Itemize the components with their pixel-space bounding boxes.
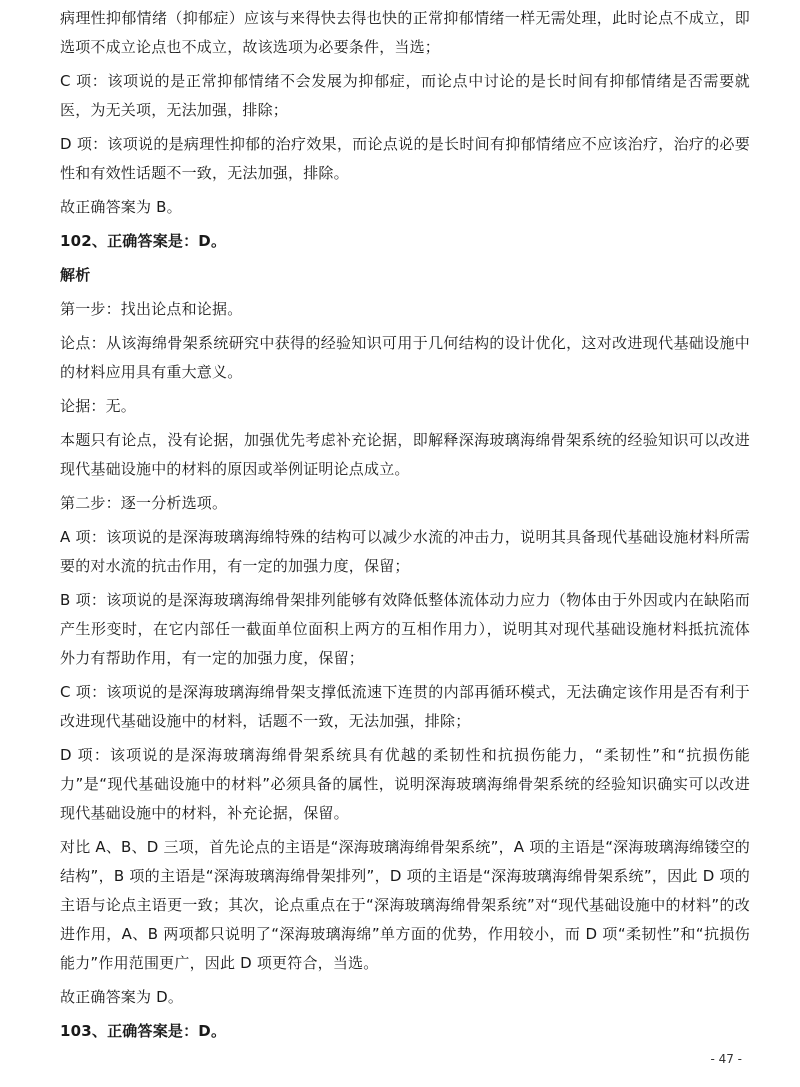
paragraph-option-b-conclusion: 病理性抑郁情绪（抑郁症）应该与来得快去得也快的正常抑郁情绪一样无需处理，此时论点不成立，即选项不成立论点也不成立，故该选项为必要条件，当选； — [60, 9, 750, 56]
paragraph-argument: 论点：从该海绵骨架系统研究中获得的经验知识可用于几何结构的设计优化，这对改进现代基础设施中的材料应用具有重大意义。 — [60, 334, 750, 381]
paragraph-option-b: B 项：该项说的是深海玻璃海绵骨架排列能够有效降低整体流体动力应力（物体由于外因或内在缺陷而产生形变时，在它内部任一截面单位面积上两方的互相作用力），说明其对现代基础设施材料抵抗流体外力有帮助作用，有一定的加强力度，保留； — [60, 591, 750, 667]
paragraph-option-c-prev: C 项：该项说的是正常抑郁情绪不会发展为抑郁症，而论点中讨论的是长时间有抑郁情绪是否需要就医，为无关项，无法加强，排除； — [60, 72, 750, 119]
paragraph-step-two: 第二步：逐一分析选项。 — [60, 494, 228, 512]
paragraph-option-d-prev: D 项：该项说的是病理性抑郁的治疗效果，而论点说的是长时间有抑郁情绪应不应该治疗，治疗的必要性和有效性话题不一致，无法加强，排除。 — [60, 135, 750, 182]
page-number: - 47 - — [710, 1052, 742, 1066]
paragraph-evidence: 论据：无。 — [60, 397, 137, 415]
paragraph-answer-101: 故正确答案为 B。 — [60, 198, 182, 216]
paragraph-comparison: 对比 A、B、D 三项，首先论点的主语是“深海玻璃海绵骨架系统”，A 项的主语是“深海玻璃海绵镂空的结构”，B 项的主语是“深海玻璃海绵骨架排列”，D 项的主语是“深海玻璃海绵骨架系统”，因此 D 项的主语与论点主语更一致；其次，论点重点在于“深海玻璃海绵骨架系统”对“现代基础设施中的材料”的改进作用，A、B 两项都只说明了“深海玻璃海绵”单方面的优势，作用较小，而 D 项“柔韧性”和“抗损伤能力”作用范围更广，因此 D 项更符合，当选。 — [60, 838, 750, 972]
paragraph-option-c: C 项：该项说的是深海玻璃海绵骨架支撑低流速下连贯的内部再循环模式，无法确定该作用是否有利于改进现代基础设施中的材料，话题不一致，无法加强，排除； — [60, 683, 750, 730]
paragraph-option-d: D 项：该项说的是深海玻璃海绵骨架系统具有优越的柔韧性和抗损伤能力，“柔韧性”和“抗损伤能力”是“现代基础设施中的材料”必须具备的属性，说明深海玻璃海绵骨架系统的经验知识确实可以改进现代基础设施中的材料，补充论据，保留。 — [60, 746, 750, 822]
heading-answer-102: 102、正确答案是：D。 — [60, 232, 227, 250]
paragraph-strategy: 本题只有论点，没有论据，加强优先考虑补充论据，即解释深海玻璃海绵骨架系统的经验知识可以改进现代基础设施中的材料的原因或举例证明论点成立。 — [60, 431, 750, 478]
paragraph-step-one: 第一步：找出论点和论据。 — [60, 300, 243, 318]
heading-analysis: 解析 — [60, 266, 91, 284]
paragraph-answer-102: 故正确答案为 D。 — [60, 988, 184, 1006]
heading-answer-103: 103、正确答案是：D。 — [60, 1022, 227, 1040]
paragraph-option-a: A 项：该项说的是深海玻璃海绵特殊的结构可以减少水流的冲击力，说明其具备现代基础设施材料所需要的对水流的抗击作用，有一定的加强力度，保留； — [60, 528, 750, 575]
document-body — [60, 0, 750, 1051]
